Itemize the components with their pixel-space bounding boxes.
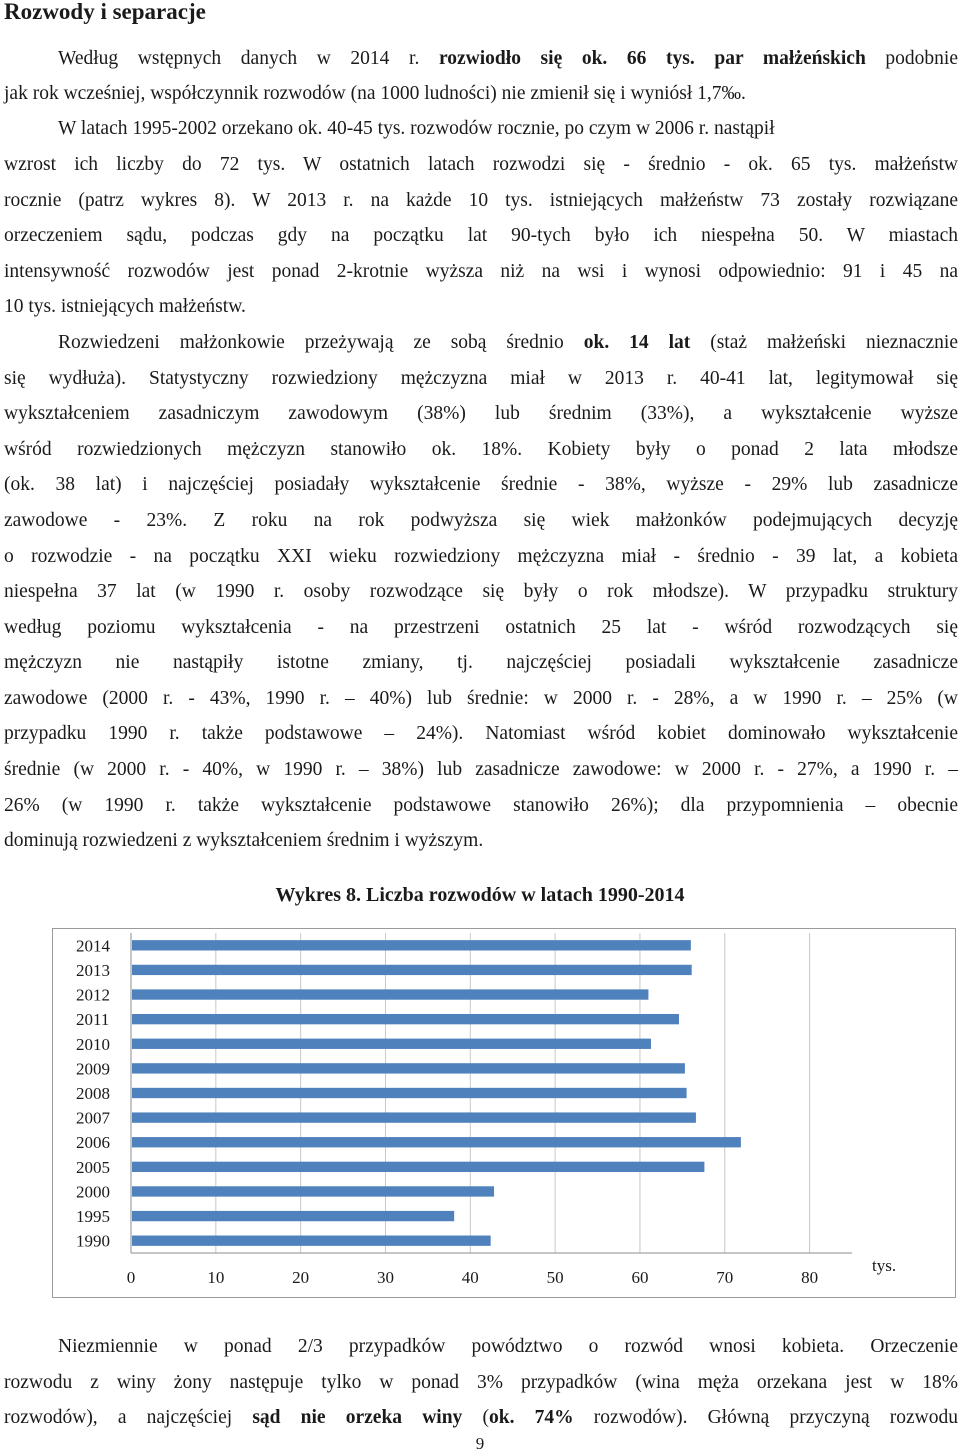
bar [132, 1063, 685, 1073]
category-label: 2008 [76, 1084, 110, 1103]
paragraph-2-line: 26% (w 1990 r. także wykształcenie podstawowe stanowiło 26%); dla przypomnienia – obecnie [4, 795, 958, 816]
x-unit-label: tys. [872, 1256, 897, 1275]
x-tick-label: 30 [376, 1268, 394, 1287]
bar [132, 1211, 454, 1221]
bar [132, 965, 692, 975]
x-tick-label: 10 [207, 1268, 225, 1287]
text-run: rozwodów), a najczęściej [4, 1407, 253, 1428]
paragraph-2-line: według poziomu wykształcenia - na przestrzeni ostatnich 25 lat - wśród rozwodzących się [4, 617, 958, 638]
text-run: (staż małżeński nieznacznie [690, 332, 958, 353]
paragraph-2-line: (ok. 38 lat) i najczęściej posiadały wykształcenie średnie - 38%, wyższe - 29% lub zasadnicze [4, 474, 958, 495]
bar [132, 1137, 741, 1147]
x-tick-label: 60 [631, 1268, 649, 1287]
category-label: 2014 [76, 936, 110, 956]
bar [132, 940, 691, 950]
x-tick-label: 70 [716, 1268, 734, 1287]
category-label: 2009 [76, 1059, 110, 1079]
bar [132, 1088, 687, 1098]
x-tick-label: 0 [126, 1268, 136, 1287]
paragraph-2-line: wśród rozwiedzionych mężczyzn stanowiło ok. 18%. Kobiety były o ponad 2 lata młodsze [4, 439, 958, 460]
text-run: Według wstępnych danych w 2014 r. [58, 48, 439, 69]
paragraph-1-line: orzeczeniem sądu, podczas gdy na początku lat 90-tych było ich niespełna 50. W miastach [4, 225, 958, 246]
paragraph-2-line: wykształceniem zasadniczym zawodowym (38%) lub średnim (33%), a wykształcenie wyższe [4, 403, 958, 424]
category-label: 1990 [76, 1231, 110, 1251]
category-label: 2005 [76, 1157, 110, 1177]
paragraph-1-line [58, 41, 958, 77]
bar [132, 1039, 651, 1049]
category-label: 2000 [76, 1182, 110, 1202]
bar [132, 1162, 704, 1172]
category-label: 1995 [76, 1207, 110, 1227]
paragraph-2-line: dominują rozwiedzeni z wykształceniem średnim i wyższym. [4, 830, 484, 851]
paragraph-2-line [58, 325, 958, 361]
paragraph-2-line: zawodowe - 23%. Z roku na rok podwyższa się wiek małżonków podejmujących decyzję [4, 510, 958, 531]
paragraph-1-line: rocznie (patrz wykres 8). W 2013 r. na każde 10 tys. istniejących małżeństw 73 zostały rozwiązane [4, 190, 958, 211]
x-tick-label: 40 [461, 1268, 479, 1287]
bar [132, 989, 648, 999]
category-label: 2013 [76, 960, 110, 980]
paragraph-3-line [4, 1400, 958, 1436]
page-number: 9 [475, 1434, 485, 1453]
x-tick-label: 20 [292, 1268, 310, 1287]
text-run: Rozwiedzeni małżonkowie przeżywają ze sobą średnio [58, 332, 584, 353]
paragraph-3-line: rozwodu z winy żony następuje tylko w ponad 3% przypadków (wina męża orzekana jest w 18% [4, 1372, 958, 1393]
paragraph-1-line: jak rok wcześniej, współczynnik rozwodów (na 1000 ludności) nie zmienił się i wyniósł 1,7‰. [4, 83, 746, 104]
text-run: podobnie [865, 48, 959, 69]
text-run: ( [462, 1407, 489, 1428]
text-run: rozwodów). Główną przyczyną rozwodu [573, 1407, 958, 1428]
x-tick-label: 50 [546, 1268, 564, 1287]
category-label: 2011 [76, 1010, 110, 1030]
bold-run: ok. 14 lat [583, 332, 691, 353]
category-label: 2010 [76, 1034, 110, 1054]
divorces-bar-chart [52, 928, 956, 1298]
paragraph-2-line: się wydłuża). Statystyczny rozwiedziony mężczyzna miał w 2013 r. 40-41 lat, legitymował się [4, 368, 958, 389]
paragraph-2-line: przypadku 1990 r. także podstawowe – 24%). Natomiast wśród kobiet dominowało wykształcenie [4, 723, 958, 744]
bold-run: rozwiodło się ok. 66 tys. par małżeńskich [438, 48, 866, 69]
paragraph-2-line: niespełna 37 lat (w 1990 r. osoby rozwodzące się były o rok młodsze). W przypadku struktury [4, 581, 958, 602]
category-label: 2012 [76, 985, 110, 1005]
paragraph-2-line: mężczyzn nie nastąpiły istotne zmiany, tj. najczęściej posiadali wykształcenie zasadnicze [4, 652, 958, 673]
bold-run: ok. 74% [488, 1407, 574, 1428]
section-title: Rozwody i separacje [4, 0, 206, 24]
paragraph-2-line: zawodowe (2000 r. - 43%, 1990 r. – 40%) lub średnie: w 2000 r. - 28%, a w 1990 r. – 25% (w [4, 688, 958, 709]
paragraph-3-line: Niezmiennie w ponad 2/3 przypadków powództwo o rozwód wnosi kobieta. Orzeczenie [58, 1336, 958, 1357]
paragraph-1-line: wzrost ich liczby do 72 tys. W ostatnich latach rozwodzi się - średnio - ok. 65 tys. małżeństw [4, 154, 958, 175]
bar [132, 1186, 494, 1196]
bar [132, 1112, 696, 1122]
bold-run: sąd nie orzeka winy [252, 1407, 463, 1428]
bar [132, 1014, 679, 1024]
paragraph-1-line: W latach 1995-2002 orzekano ok. 40-45 tys. rozwodów rocznie, po czym w 2006 r. nastąpił [58, 118, 775, 139]
category-label: 2007 [76, 1108, 110, 1128]
paragraph-1-line: 10 tys. istniejących małżeństw. [4, 296, 246, 317]
x-tick-label: 80 [801, 1268, 819, 1287]
figure-caption: Wykres 8. Liczba rozwodów w latach 1990-2014 [275, 884, 685, 906]
category-label: 2006 [76, 1133, 110, 1153]
bar [132, 1236, 491, 1246]
paragraph-2-line: o rozwodzie - na początku XXI wieku rozwiedziony mężczyzna miał - średnio - 39 lat, a kobieta [4, 546, 958, 567]
paragraph-2-line: średnie (w 2000 r. - 40%, w 1990 r. – 38%) lub zasadnicze zawodowe: w 2000 r. - 27%, a 1990 r. – [4, 759, 958, 780]
paragraph-1-line: intensywność rozwodów jest ponad 2-krotnie wyższa niż na wsi i wynosi odpowiednio: 91 i 45 na [4, 261, 958, 282]
